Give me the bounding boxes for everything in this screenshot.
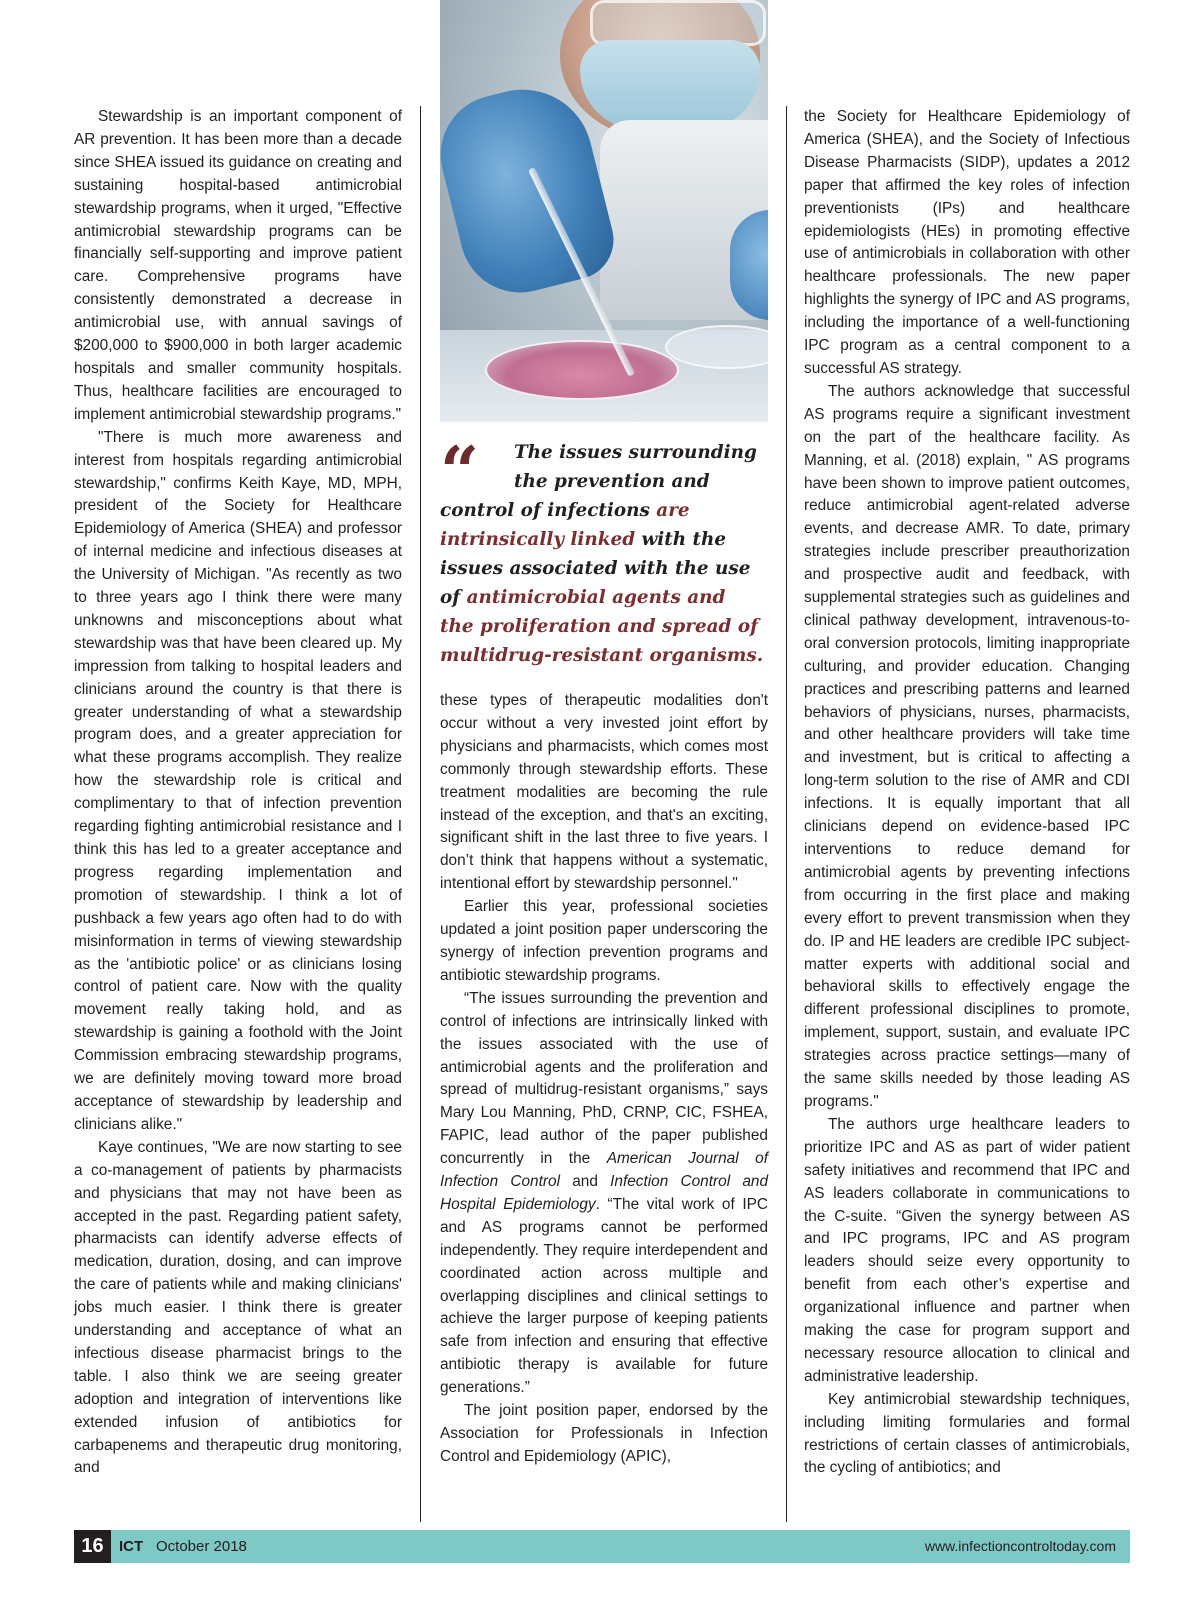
journal-title-ajic: American Journal of Infection Control — [440, 1150, 768, 1191]
pull-quote-text: of — [440, 587, 467, 608]
lab-photo — [440, 0, 768, 422]
lab-photo-petri-dish — [485, 340, 679, 400]
lab-photo-face-mask — [580, 40, 760, 130]
column-divider-right — [786, 106, 787, 1522]
middle-paragraph-3 — [440, 988, 768, 1400]
issue-date: October 2018 — [156, 1538, 247, 1555]
left-paragraph-2: "There is much more awareness and interest from hospitals regarding antimicrobial stewardship," confirms Keith Kaye, MD, MPH, president of the Society for Healthcare Epidemiology of America (SHEA) and professor of internal medicine and infectious diseases at the University of Michigan. "As recently as two to three years ago I think there were many unknowns and misconceptions about what stewardship was that have been cleared up. My impression from talking to hospital leaders and clinicians around the country is that there is greater understanding of what a stewardship program does, and a greater appreciation for what these programs accomplish. They realize how the stewardship role is critical and complimentary to that of infection prevention regarding fighting antimicrobial resistance and I think this has led to a greater acceptance and progress regarding implementation and promotion of stewardship. I think a lot of pushback a few years ago often had to do with misinformation in terms of viewing stewardship as the 'antibiotic police' or as clinicians losing control of patient care. Now with the quality movement really taking hold, and as stewardship is gaining a foothold with the Joint Commission embracing stewardship programs, we are definitely moving toward more broad acceptance of stewardship by leadership and clinicians alike." — [74, 428, 402, 1133]
pull-quote — [440, 432, 770, 670]
pull-quote-text: with the — [635, 529, 727, 550]
left-paragraph-1: Stewardship is an important component of AR prevention. It has been more than a decade since SHEA issued its guidance on creating and sustaining hospital-based antimicrobial stewardship programs, when it urged, "Effective antimicrobial stewardship programs can be financially self-supporting and improve patient care. Comprehensive programs have consistently demonstrated a decrease in antimicrobial use, with annual savings of $200,000 to $900,000 in both larger academic hospitals and smaller community hospitals. Thus, healthcare facilities are encouraged to implement antimicrobial stewardship programs." — [74, 108, 402, 423]
middle-paragraph-2: Earlier this year, professional societies updated a joint position paper underscoring the synergy of infection prevention programs and antibiotic stewardship programs. — [440, 898, 768, 984]
middle-paragraph-3-and: and — [560, 1173, 611, 1191]
middle-paragraph-4: The joint position paper, endorsed by the Association for Professionals in Infection Control and Epidemiology (APIC), — [440, 1402, 768, 1465]
pull-quote-line-4 — [440, 525, 770, 554]
right-column — [804, 106, 1130, 1480]
pull-quote-highlight: intrinsically linked — [440, 529, 636, 550]
pull-quote-line-2: the prevention and — [514, 471, 710, 492]
pull-quote-line-7: the proliferation and spread of — [440, 616, 759, 637]
pull-quote-text: control of infections — [440, 500, 657, 521]
middle-paragraph-1: these types of therapeutic modalities don't occur without a very invested joint effort by physicians and pharmacists, which comes most commonly through stewardship efforts. These treatment modalities are becoming the rule instead of the exception, and that's an exciting, significant shift in the last three to five years. I don’t think that happens without a systematic, intentional effort by stewardship personnel." — [440, 692, 768, 893]
quote-mark-icon: “ — [440, 432, 480, 512]
magazine-name: ICT — [119, 1538, 144, 1555]
right-paragraph-3: The authors urge healthcare leaders to prioritize IPC and AS as part of wider patient safety initiatives and recommend that IPC and AS leaders collaborate in communications to the C-suite. “Given the synergy between AS and IPC programs, IPC and AS program leaders should seize every opportunity to benefit from each other’s expertise and organizational influence and partner when making the case for program support and necessary resource allocation to clinical and administrative leadership. — [804, 1115, 1130, 1385]
right-paragraph-1: the Society for Healthcare Epidemiology of America (SHEA), and the Society of Infectious Disease Pharmacists (SIDP), updates a 2012 paper that affirmed the key roles of infection preventionists (IPs) and healthcare epidemiologists (HEs) in promoting effective use of antimicrobials in collaboration with other healthcare professionals. The new paper highlights the synergy of IPC and AS programs, including the importance of a well-functioning IPC program as a central component to a successful AS strategy. — [804, 108, 1130, 377]
middle-column — [440, 690, 768, 1469]
pull-quote-line-6 — [440, 583, 770, 612]
right-paragraph-2: The authors acknowledge that successful AS programs require a significant investment on the part of the healthcare facility. As Manning, et al. (2018) explain, " AS programs have been shown to improve patient outcomes, reduce antimicrobial agent-related adverse events, and decrease AMR. To date, primary strategies include prescriber preauthorization and prospective audit and feedback, with supplemental strategies such as guidelines and clinical pathway development, intravenous-to-oral conversion protocols, limiting inappropriate culturing, and provider education. Changing practices and prescribing patterns and learned behaviors of physicians, nurses, pharmacists, and other healthcare providers will take time and investment, but is critical to affecting a long-term solution to the rise of AMR and CDI infections. It is equally important that all clinicians depend on evidence-based IPC interventions to reduce demand for antimicrobial agents by preventing infections from occurring in the first place and making every effort to prevent transmission when they do. IP and HE leaders are credible IPC subject-matter experts with additional social and behavioral skills to effectively engage the different professional disciplines to promote, implement, support, sustain, and evaluate IPC strategies across practice settings—many of the same skills needed by those leading AS programs." — [804, 382, 1130, 1110]
page-footer — [74, 1530, 1130, 1563]
page-number: 16 — [74, 1530, 111, 1563]
pull-quote-line-3 — [440, 496, 770, 525]
middle-paragraph-3-text: “The issues surrounding the prevention and control of infections are intrinsically linked with the issues associated with the use of antimicrobial agents and the proliferation and spread of multidrug-resistant organisms,” says Mary Lou Manning, PhD, CRNP, CIC, FSHEA, FAPIC, lead author of the paper published concurrently in the — [440, 989, 768, 1168]
pull-quote-line-5: issues associated with the use — [440, 558, 751, 579]
left-column — [74, 106, 402, 1480]
pull-quote-highlight: antimicrobial agents and — [466, 587, 726, 608]
journal-title-iche: Infection Control and Hospital Epidemiology — [440, 1173, 768, 1213]
column-divider-left — [420, 106, 421, 1522]
left-paragraph-3: Kaye continues, "We are now starting to see a co-management of patients by pharmacists and physicians that may not have been as accepted in the past. Regarding patient safety, pharmacists can identify adverse effects of medication, duration, dosing, and can improve the care of patients while and making clinicians' jobs much easier. I think there is greater understanding and acceptance of what an infectious disease pharmacist brings to the table. I also think we are seeing greater adoption and integration of interventions like extended infusion of antibiotics for carbapenems and therapeutic drug monitoring, and — [74, 1138, 402, 1477]
pull-quote-line-1: The issues surrounding — [514, 442, 757, 463]
website-link[interactable]: www.infectioncontroltoday.com — [924, 1538, 1116, 1554]
right-paragraph-4: Key antimicrobial stewardship techniques, including limiting formularies and formal restrictions of certain classes of antimicrobials, the cycling of antibiotics; and — [804, 1390, 1130, 1477]
pull-quote-highlight: are — [656, 500, 690, 521]
pull-quote-line-8: multidrug-resistant organisms. — [440, 645, 764, 666]
middle-paragraph-3-rest: . “The vital work of IPC and AS programs cannot be performed independently. They require interdependent and coordinated action across multiple and overlapping disciplines and clinical settings to achieve the larger purpose of keeping patients safe from infection and ensuring that effective antibiotic therapy is available for future generations.” — [440, 1195, 768, 1397]
